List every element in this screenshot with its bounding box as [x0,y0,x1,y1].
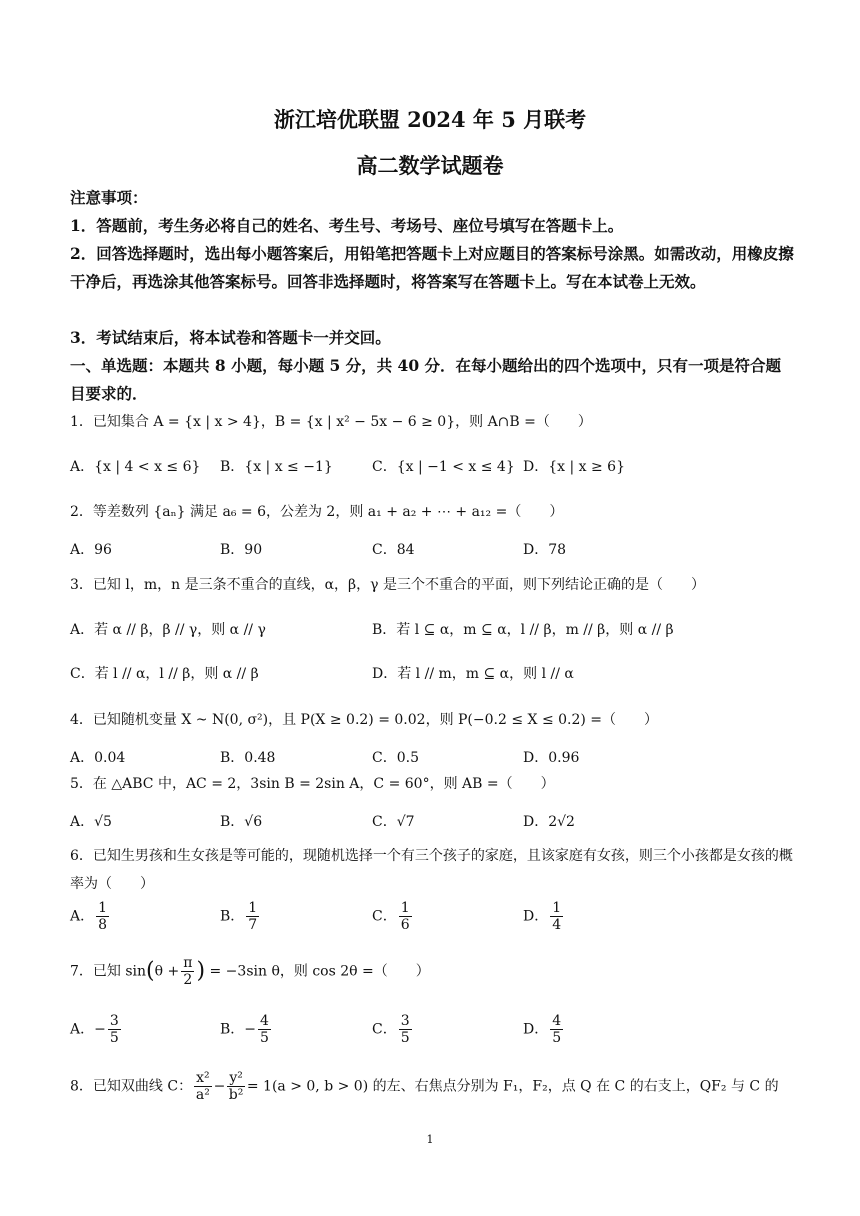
question-3-options-row2 [70,662,795,702]
question-5-stem: 5．在 △ABC 中，AC = 2，3sin B = 2sin A，C = 60°，则 AB =（ ） [70,776,555,792]
option-b: B．− $\frac{4}{5}$ [220,1013,269,1046]
option-a: A．{x | 4 < x ≤ 6} [70,459,201,475]
option-b: B．{x | x ≤ −1} [220,459,333,475]
fraction: $\frac{1}{6}$ [400,900,410,933]
option-a: A．若 α // β，β // γ，则 α // γ [70,622,266,638]
option-b: B．√6 [220,814,263,830]
question-8-stem: 8．已知双曲线 C： $\frac{\text{x²}}{\text{a²}}$ − $\frac{\text{y²}}{\text{b²}}$ = 1(a > 0, b > 0) 的左、右焦点分别为 F₁，F₂，点 Q 在 C 的右支上，QF₂ 与 C 的 [70,1070,779,1103]
option-c: C．{x | −1 < x ≤ 4} [372,459,515,475]
question-3-stem: 3．已知 l，m，n 是三条不重合的直线，α，β，γ 是三个不重合的平面，则下列结论正确的是（ ） [70,577,705,593]
question-7-options [70,1013,795,1053]
notes-heading: 注意事项： [70,188,148,207]
option-c: C． $\frac{3}{5}$ [372,1013,410,1046]
option-d: D．2√2 [523,814,575,830]
fraction: $\frac{3}{5}$ [400,1013,410,1046]
fraction: $\frac{\text{y²}}{\text{b²}}$ [228,1070,244,1103]
fraction: $\frac{4}{5}$ [260,1013,269,1046]
fraction: $\frac{\text{x²}}{\text{a²}}$ [195,1070,210,1103]
fraction: $\frac{1}{8}$ [98,900,108,933]
option-d: D． $\frac{1}{4}$ [523,900,562,933]
option-d: D．若 l // m，m ⊆ α，则 l // α [372,666,574,682]
option-b: B． $\frac{1}{7}$ [220,900,258,933]
option-c: C．√7 [372,814,415,830]
fraction: $\frac{3}{5}$ [109,1013,119,1046]
section-heading: 一、单选题：本题共 8 小题，每小题 5 分，共 40 分．在每小题给出的四个选项中，只有一项是符合题目要求的． [70,356,782,403]
page-number: 1 [426,1133,434,1146]
option-d: D． $\frac{4}{5}$ [523,1013,562,1046]
question-6-options [70,900,795,940]
question-6-stem: 6．已知生男孩和生女孩是等可能的，现随机选择一个有三个孩子的家庭，且该家庭有女孩，则三个小孩都是女孩的概率为（ ） [70,848,793,892]
option-b: B．90 [220,542,263,558]
question-2-options [70,538,795,578]
option-c: C．84 [372,542,415,558]
question-1-stem: 1．已知集合 A = {x | x > 4}，B = {x | x² − 5x − 6 ≥ 0}，则 A∩B =（ ） [70,414,592,430]
option-a: A．− $\frac{3}{5}$ [70,1013,119,1046]
fraction: $\frac{1}{7}$ [248,900,258,933]
option-d: D．{x | x ≥ 6} [523,459,625,475]
option-c: C．若 l // α，l // β，则 α // β [70,666,259,682]
exam-title: 浙江培优联盟 2024 年 5 月联考 [273,107,587,132]
question-4-stem: 4．已知随机变量 X ~ N(0, σ²)，且 P(X ≥ 0.2) = 0.02，则 P(−0.2 ≤ X ≤ 0.2) =（ ） [70,712,659,728]
question-1-options [70,455,795,495]
fraction: $\frac{\pi}{2}$ [183,955,193,988]
question-3-options-row1 [70,618,795,658]
option-c: C． $\frac{1}{6}$ [372,900,410,933]
fraction: $\frac{4}{5}$ [552,1013,562,1046]
question-7-stem: 7．已知 sin(θ + $\frac{\pi}{2}$ ) = −3sin θ，则 cos 2θ =（ ） [70,955,430,988]
option-d: D．0.96 [523,750,580,766]
option-b: B．若 l ⊆ α，m ⊆ α，l // β，m // β，则 α // β [372,622,674,638]
option-a: A． $\frac{1}{8}$ [70,900,108,933]
note-item-2: 2．回答选择题时，选出每小题答案后，用铅笔把答题卡上对应题目的答案标号涂黑。如需改动，用橡皮擦干净后，再选涂其他答案标号。回答非选择题时，将答案写在答题卡上。写在本试卷上无效。 [70,244,794,291]
option-a: A．√5 [70,814,112,830]
option-a: A．0.04 [70,750,126,766]
note-item-3: 3．考试结束后，将本试卷和答题卡一并交回。 [70,328,391,347]
option-d: D．78 [523,542,567,558]
option-c: C．0.5 [372,750,419,766]
option-b: B．0.48 [220,750,276,766]
option-a: A．96 [70,542,112,558]
fraction: $\frac{1}{4}$ [552,900,562,933]
note-item-1: 1．答题前，考生务必将自己的姓名、考生号、考场号、座位号填写在答题卡上。 [70,216,624,235]
exam-subtitle: 高二数学试题卷 [356,153,504,178]
question-2-stem: 2．等差数列 {aₙ} 满足 a₆ = 6，公差为 2，则 a₁ + a₂ + ⋯ + a₁₂ =（ ） [70,504,564,520]
